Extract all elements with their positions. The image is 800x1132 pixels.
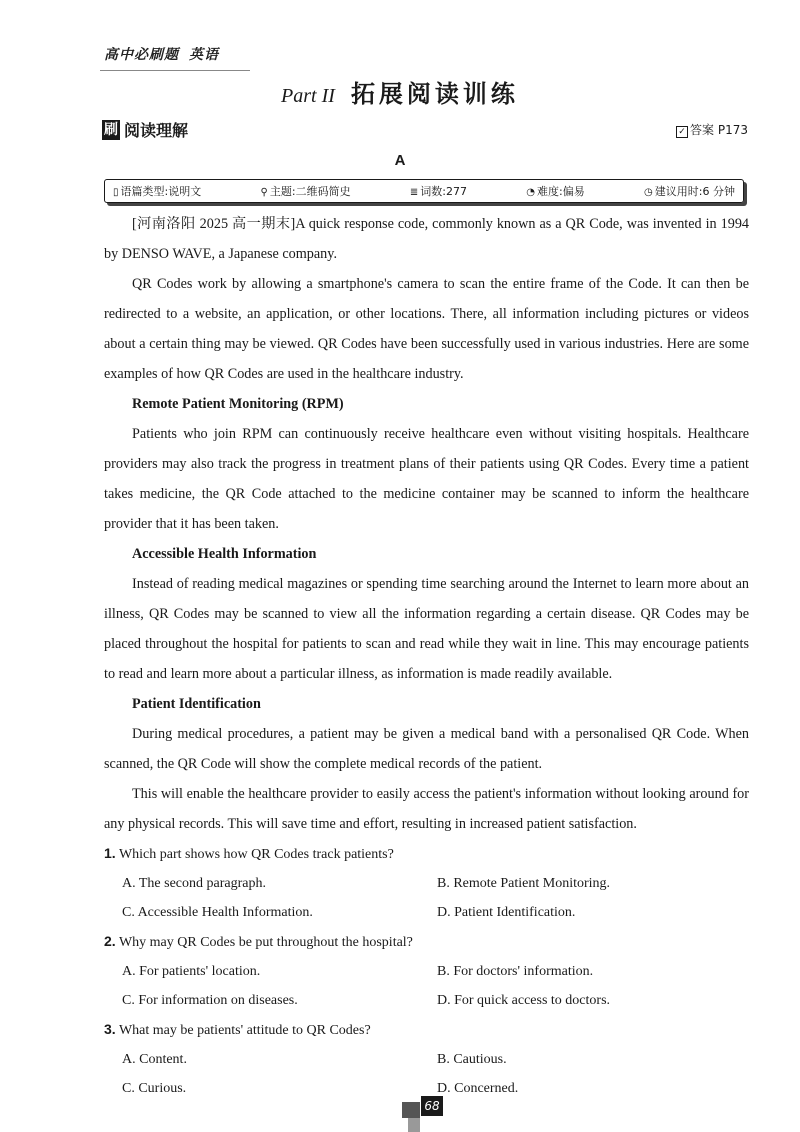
meta-word-count <box>410 183 467 199</box>
meta-word-count-text: 词数:277 <box>420 185 467 198</box>
passage-meta-bar <box>104 179 744 203</box>
question-number: 2. <box>104 933 116 949</box>
meta-genre-text: 语篇类型:说明文 <box>120 185 202 198</box>
option-c: C. Accessible Health Information. <box>122 905 313 920</box>
page-number: 68 <box>421 1096 443 1116</box>
option-a: A. The second paragraph. <box>122 876 266 891</box>
book-icon: ▯ <box>113 187 119 198</box>
passage-letter: A <box>394 152 406 169</box>
paragraph-5: During medical procedures, a patient may be given a medical band with a personalised QR Code. When scanned, the QR Code will show the complete medical records of the patient. <box>104 726 749 772</box>
paragraph-2: QR Codes work by allowing a smartphone's camera to scan the entire frame of the Code. It can then be redirected to a website, an application, or other locations. There, all information including pictures or videos about a certain thing may be viewed. QR Codes have been successfully used in various industries. Here are some examples of how QR Codes are used in the healthcare industry. <box>104 276 749 382</box>
option-d: D. Patient Identification. <box>437 905 576 920</box>
paragraph-6: This will enable the healthcare provider to easily access the patient's information without looking around for any physical records. This will save time and effort, resulting in increased patient satisfaction. <box>104 786 749 832</box>
subheading-rpm: Remote Patient Monitoring (RPM) <box>132 396 344 412</box>
passage-source: [河南洛阳 2025 高一期末] <box>132 216 296 232</box>
question-text: What may be patients' attitude to QR Codes? <box>118 1023 371 1038</box>
question-3 <box>104 1015 749 1045</box>
part-label: Part II <box>281 85 335 107</box>
meta-time-text: 建议用时:6 分钟 <box>654 185 735 198</box>
checkbox-icon: ✓ <box>676 126 688 138</box>
word-count-icon: ≣ <box>409 187 419 198</box>
answer-reference-text: 答案 P173 <box>690 123 748 137</box>
subheading-patient-id: Patient Identification <box>132 696 261 712</box>
book-title: 高中必刷题 <box>104 47 179 63</box>
section-title: 阅读理解 <box>124 121 189 140</box>
gauge-icon: ◔ <box>526 187 535 198</box>
option-a: A. Content. <box>122 1052 187 1067</box>
paragraph-3: Patients who join RPM can continuously receive healthcare even without visiting hospitals. Healthcare providers may also track the progress in treatment plans of their patients using QR Codes. Every time a patient takes medicine, the QR Code attached to the medicine container may be scanned to inform the healthcare provider that it has been taken. <box>104 426 749 532</box>
meta-genre <box>113 183 201 199</box>
meta-difficulty <box>526 183 584 199</box>
part-name: 拓展阅读训练 <box>350 80 519 108</box>
question-1 <box>104 839 749 869</box>
option-d: D. For quick access to doctors. <box>437 993 611 1008</box>
page-number-decoration-shadow <box>408 1118 420 1132</box>
option-c: C. Curious. <box>122 1081 187 1096</box>
question-text: Which part shows how QR Codes track patients? <box>118 847 394 862</box>
meta-topic <box>261 183 351 199</box>
meta-topic-text: 主题:二维码简史 <box>269 185 351 198</box>
option-b: B. For doctors' information. <box>437 964 594 979</box>
option-c: C. For information on diseases. <box>122 993 298 1008</box>
question-2-options <box>104 957 749 1015</box>
paragraph-4: Instead of reading medical magazines or spending time searching around the Internet to learn more about an illness, QR Codes may be scanned to view all the information regarding a certain disease. QR Codes may be placed throughout the hospital for patients to scan and read while they wait in line. This may encourage patients to read and learn more about a particular illness, as information is made readily available. <box>104 576 749 682</box>
subject-label: 英语 <box>189 47 219 63</box>
question-text: Why may QR Codes be put throughout the hospital? <box>118 935 413 950</box>
running-head <box>104 44 219 64</box>
running-head-rule <box>100 70 250 71</box>
page-number-decoration <box>402 1102 420 1118</box>
section-heading <box>102 118 188 141</box>
part-title <box>0 74 800 109</box>
option-b: B. Cautious. <box>437 1052 507 1067</box>
question-1-options <box>104 869 749 927</box>
question-number: 3. <box>104 1021 116 1037</box>
meta-difficulty-text: 难度:偏易 <box>537 185 585 198</box>
subheading-accessible-info: Accessible Health Information <box>132 546 317 562</box>
magnifier-icon: ⚲ <box>260 187 268 198</box>
question-number: 1. <box>104 845 116 861</box>
answer-reference <box>676 121 748 138</box>
option-b: B. Remote Patient Monitoring. <box>437 876 611 891</box>
meta-time <box>644 183 735 199</box>
paragraph-1-text: A quick response code, commonly known as a QR Code, was invented in 1994 by DENSO WAVE, a Japanese company. <box>104 216 750 262</box>
question-3-options <box>104 1045 749 1103</box>
passage-content <box>104 209 749 1103</box>
brush-icon: 刷 <box>104 121 118 138</box>
paragraph-1 <box>104 209 749 269</box>
option-d: D. Concerned. <box>437 1081 519 1096</box>
clock-icon: ◷ <box>644 187 653 198</box>
question-2 <box>104 927 749 957</box>
option-a: A. For patients' location. <box>122 964 261 979</box>
